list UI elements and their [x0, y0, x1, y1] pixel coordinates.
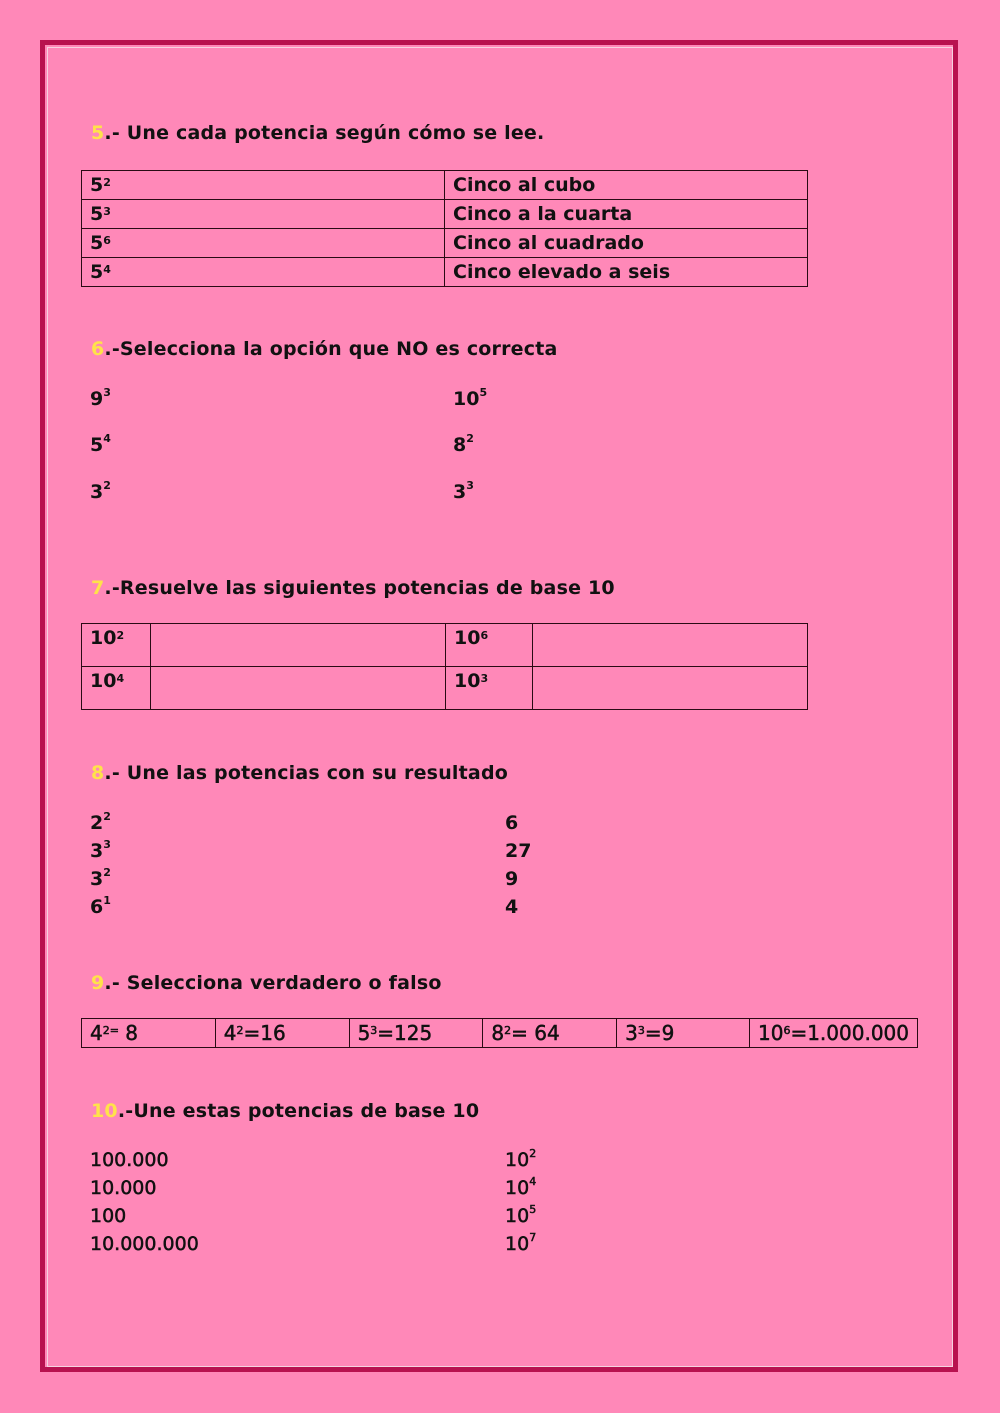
table-row: $5^4$ Cinco elevado a seis — [82, 258, 808, 287]
q6-option[interactable]: $10^5$ — [453, 386, 488, 410]
list-item[interactable]: $10^2$ — [505, 1147, 537, 1171]
q7-table — [81, 623, 808, 710]
list-item[interactable]: 10.000 — [90, 1177, 157, 1199]
q9-table — [81, 1018, 918, 1048]
tf-cell[interactable]: $5^3=125$ — [349, 1019, 483, 1048]
q6-option[interactable]: $8^2$ — [453, 432, 474, 456]
table-row: $5^6$ Cinco al cuadrado — [82, 229, 808, 258]
answer-cell[interactable] — [151, 624, 446, 667]
tf-cell[interactable]: $8^2= 64$ — [483, 1019, 617, 1048]
table-row: $5^2$ Cinco al cubo — [82, 171, 808, 200]
q8-number: 8 — [91, 762, 105, 784]
q7-number: 7 — [91, 577, 105, 599]
answer-cell[interactable] — [151, 667, 446, 710]
tf-cell[interactable]: $3^3=9$ — [617, 1019, 750, 1048]
q5-table — [81, 170, 808, 287]
table-row: $10^4$ $10^3$ — [82, 667, 808, 710]
list-item[interactable]: 6 — [505, 812, 519, 834]
q6-title: 6.-Selecciona la opción que NO es correcta — [91, 338, 558, 360]
q9-number: 9 — [91, 972, 105, 994]
q6-option[interactable]: $9^3$ — [90, 386, 111, 410]
tf-cell[interactable]: $4^2=16$ — [215, 1019, 349, 1048]
q10-title: 10.-Une estas potencias de base 10 — [91, 1100, 480, 1122]
q6-option[interactable]: $5^4$ — [90, 432, 111, 456]
q5-title: 5.- Une cada potencia según cómo se lee. — [91, 122, 545, 144]
q7-title: 7.-Resuelve las siguientes potencias de base 10 — [91, 577, 615, 599]
answer-cell[interactable] — [533, 624, 808, 667]
answer-cell[interactable] — [533, 667, 808, 710]
list-item[interactable]: $3^3$ — [90, 838, 111, 862]
list-item[interactable]: 100.000 — [90, 1149, 169, 1171]
list-item[interactable]: $10^5$ — [505, 1203, 537, 1227]
list-item[interactable]: 27 — [505, 840, 532, 862]
list-item[interactable]: 100 — [90, 1205, 127, 1227]
q8-title: 8.- Une las potencias con su resultado — [91, 762, 508, 784]
q9-title: 9.- Selecciona verdadero o falso — [91, 972, 442, 994]
q6-option[interactable]: $3^3$ — [453, 479, 474, 503]
list-item[interactable]: 9 — [505, 868, 519, 890]
q5-number: 5 — [91, 122, 105, 144]
list-item[interactable]: $2^2$ — [90, 810, 111, 834]
q10-number: 10 — [91, 1100, 118, 1122]
table-row: $10^2$ $10^6$ — [82, 624, 808, 667]
list-item[interactable]: $6^1$ — [90, 894, 111, 918]
q6-option[interactable]: $3^2$ — [90, 479, 111, 503]
table-row: $5^3$ Cinco a la cuarta — [82, 200, 808, 229]
table-row — [82, 1019, 918, 1048]
tf-cell[interactable]: $10^6=1.000.000$ — [750, 1019, 918, 1048]
list-item[interactable]: 4 — [505, 896, 519, 918]
list-item[interactable]: $10^4$ — [505, 1175, 537, 1199]
list-item[interactable]: $10^7$ — [505, 1231, 537, 1255]
list-item[interactable]: $3^2$ — [90, 866, 111, 890]
list-item[interactable]: 10.000.000 — [90, 1233, 199, 1255]
tf-cell[interactable]: $4^{2=}$ 8 — [82, 1019, 216, 1048]
q6-number: 6 — [91, 338, 105, 360]
